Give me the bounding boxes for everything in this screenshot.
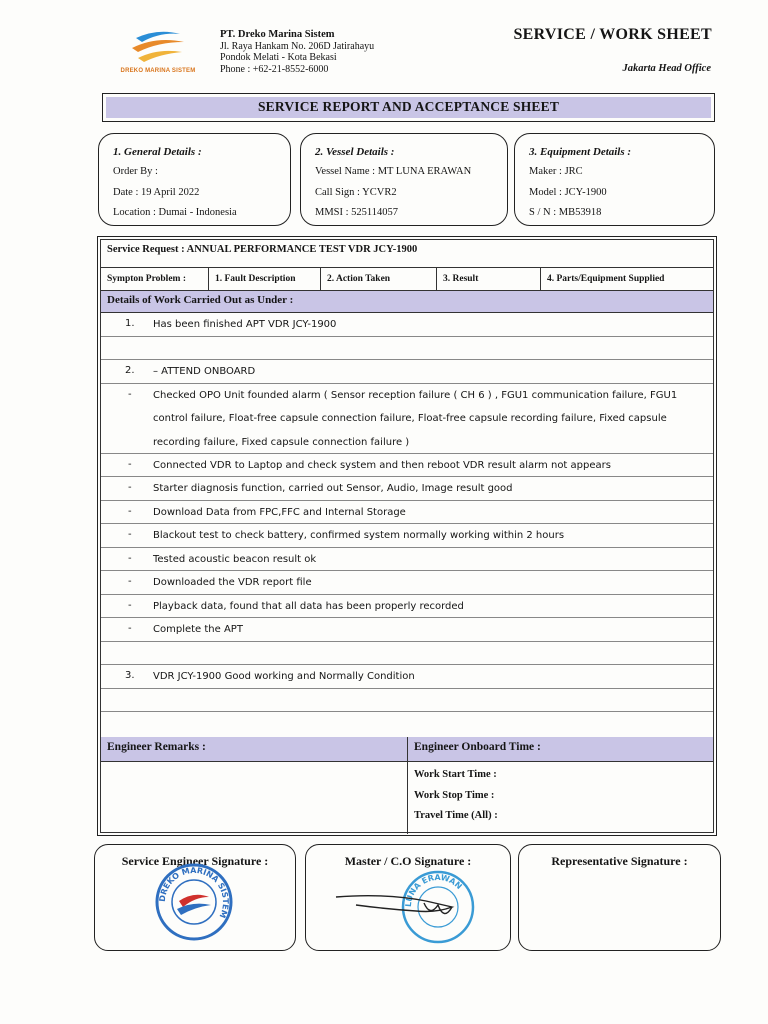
step-text: Downloaded the VDR report file xyxy=(153,577,312,588)
step-text: Checked OPO Unit founded alarm ( Sensor reception failure ( CH 6 ) , FGU1 communication failure, FGU1 control failure, Float-free capsule connection failure, Float-free capsule recording failure, Fixed capsule recording failure, Fixed capsule connection failure ) xyxy=(153,389,678,448)
column-result: 3. Result xyxy=(437,268,541,290)
date: Date : 19 April 2022 xyxy=(113,186,200,198)
column-action-taken: 2. Action Taken xyxy=(321,268,437,290)
list-item xyxy=(101,548,713,572)
order-by: Order By : xyxy=(113,166,158,177)
list-item xyxy=(101,454,713,478)
step-text: Download Data from FPC,FFC and Internal Storage xyxy=(153,506,406,518)
engineer-signature-label: Service Engineer Signature : xyxy=(121,854,269,868)
vessel-details-box xyxy=(300,133,508,226)
list-item xyxy=(101,595,713,619)
bullet-dash: - xyxy=(128,552,132,564)
report-banner xyxy=(102,93,715,122)
model: Model : JCY-1900 xyxy=(529,186,607,198)
details-heading: Details of Work Carried Out as Under : xyxy=(101,291,713,313)
work-list xyxy=(101,313,713,712)
travel-time: Travel Time (All) : xyxy=(414,810,498,821)
banner-title: SERVICE REPORT AND ACCEPTANCE SHEET xyxy=(106,97,711,118)
company-address-line1: Jl. Raya Hankam No. 206D Jatirahayu xyxy=(220,40,375,52)
engineer-remarks-label: Engineer Remarks : xyxy=(101,737,407,762)
bullet-dash: - xyxy=(128,576,132,587)
bullet-dash: - xyxy=(128,529,132,540)
bullet-dash: - xyxy=(128,599,132,611)
bullet-dash: - xyxy=(128,388,132,400)
item-number: 1. xyxy=(125,318,135,329)
step-text: Complete the APT xyxy=(153,624,243,635)
service-request: Service Request : ANNUAL PERFORMANCE TEST VDR JCY-1900 xyxy=(101,240,713,268)
step-text: Blackout test to check battery, confirmed system normally working within 2 hours xyxy=(153,530,565,541)
vessel-details-title: 2. Vessel Details : xyxy=(315,146,395,158)
bullet-dash: - xyxy=(128,458,132,470)
maker: Maker : JRC xyxy=(529,166,583,177)
list-item xyxy=(101,665,713,689)
bullet-dash: - xyxy=(128,623,132,634)
general-details-box xyxy=(98,133,291,226)
blank-row xyxy=(101,337,713,361)
onboard-time-label: Engineer Onboard Time : xyxy=(408,737,713,762)
column-parts-supplied: 4. Parts/Equipment Supplied xyxy=(547,274,665,284)
step-text: Starter diagnosis function, carried out Sensor, Audio, Image result good xyxy=(153,483,513,494)
mmsi: MMSI : 525114057 xyxy=(315,207,399,218)
master-signature-box xyxy=(305,844,511,951)
engineer-remarks xyxy=(101,737,408,834)
step-text: Connected VDR to Laptop and check system and then reboot VDR result alarm not appears xyxy=(153,459,611,471)
location: Location : Dumai - Indonesia xyxy=(113,207,237,218)
company-stamp-icon xyxy=(153,861,235,943)
list-item xyxy=(101,524,713,548)
general-details-title: 1. General Details : xyxy=(113,146,202,158)
call-sign: Call Sign : YCVR2 xyxy=(315,186,397,198)
equipment-details-box xyxy=(514,133,715,226)
item-text: – ATTEND ONBOARD xyxy=(153,366,256,377)
list-item xyxy=(101,477,713,501)
remarks-section xyxy=(101,737,713,834)
representative-signature-label: Representative Signature : xyxy=(551,854,688,868)
work-start-time: Work Start Time : xyxy=(414,769,497,780)
item-number: 3. xyxy=(125,670,135,681)
serial-number: S / N : MB53918 xyxy=(529,207,602,218)
vessel-name: Vessel Name : MT LUNA ERAWAN xyxy=(315,166,472,177)
blank-row xyxy=(101,689,713,713)
company-phone: Phone : +62-21-8552-6000 xyxy=(220,63,329,75)
work-sheet-table xyxy=(97,236,717,836)
equipment-details-title: 3. Equipment Details : xyxy=(529,146,632,158)
svg-text:LUNA ERAWAN: LUNA ERAWAN xyxy=(403,872,464,908)
bullet-dash: - xyxy=(128,505,132,517)
work-stop-time: Work Stop Time : xyxy=(414,789,495,801)
column-sympton-problem: Sympton Problem : xyxy=(101,268,209,290)
engineer-onboard-time xyxy=(408,737,713,834)
svg-text:DREKO MARINA SISTEM: DREKO MARINA SISTEM xyxy=(157,865,231,920)
list-item xyxy=(101,571,713,595)
item-number: 2. xyxy=(125,365,135,376)
company-address-line2: Pondok Melati - Kota Bekasi xyxy=(220,52,337,63)
list-item xyxy=(101,618,713,642)
list-item xyxy=(101,360,713,384)
list-item xyxy=(101,313,713,337)
sheet-title: SERVICE / WORK SHEET xyxy=(513,26,712,43)
master-signature-label: Master / C.O Signature : xyxy=(344,854,472,868)
vessel-stamp-icon xyxy=(326,867,496,947)
company-info xyxy=(220,29,374,75)
bullet-dash: - xyxy=(128,482,132,493)
engineer-signature-box xyxy=(94,844,296,951)
column-fault-description: 1. Fault Description xyxy=(209,268,321,290)
item-text: VDR JCY-1900 Good working and Normally Condition xyxy=(153,671,415,682)
company-name: PT. Dreko Marina Sistem xyxy=(220,29,335,40)
office-label: Jakarta Head Office xyxy=(622,63,711,74)
wave-logo-icon xyxy=(128,28,188,68)
representative-signature-box xyxy=(518,844,721,951)
blank-row xyxy=(101,642,713,666)
item-text: Has been finished APT VDR JCY-1900 xyxy=(153,319,337,330)
list-item xyxy=(101,384,713,454)
company-logo xyxy=(112,28,204,80)
logo-caption: DREKO MARINA SISTEM xyxy=(120,68,196,74)
list-item xyxy=(101,501,713,525)
step-text: Playback data, found that all data has been properly recorded xyxy=(153,600,464,612)
symptom-columns xyxy=(101,268,713,291)
step-text: Tested acoustic beacon result ok xyxy=(153,553,317,565)
